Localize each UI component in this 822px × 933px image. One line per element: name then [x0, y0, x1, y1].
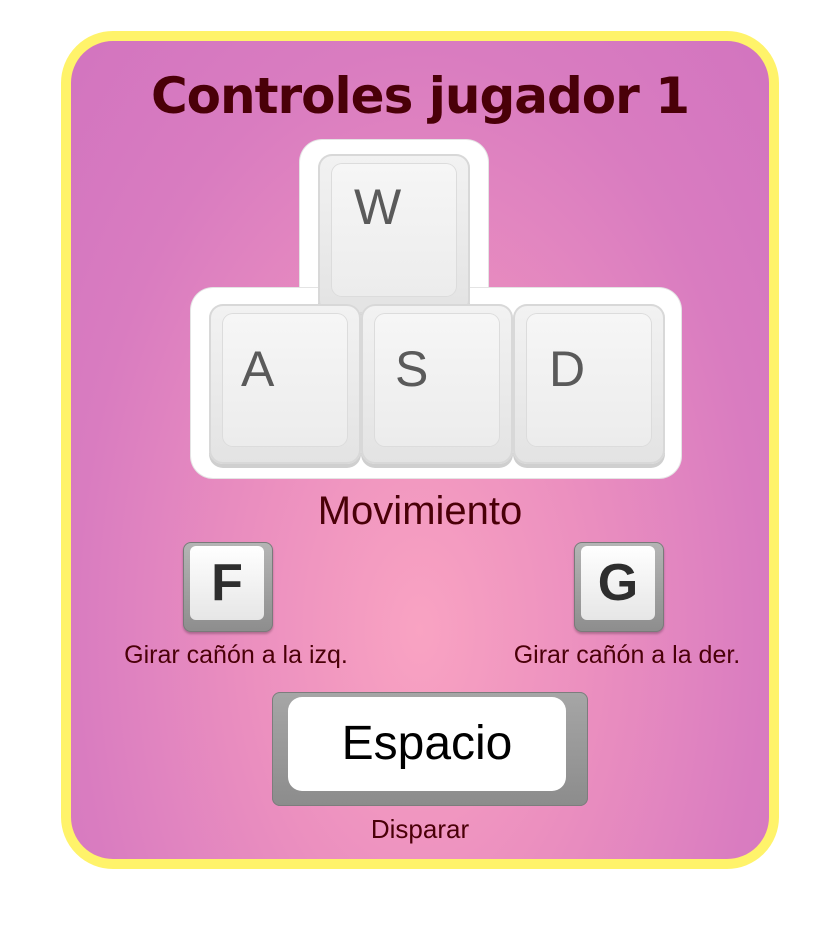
key-space-cap: [288, 697, 566, 791]
key-space-label: Espacio: [341, 717, 513, 770]
key-w: [318, 154, 470, 314]
key-a-label: A: [241, 341, 275, 397]
key-a: [209, 304, 361, 464]
key-d-cap: [527, 314, 651, 446]
rotate-right-label: Girar cañón a la der.: [513, 641, 741, 669]
key-f-cap: [190, 546, 264, 620]
key-s-cap: [375, 314, 499, 446]
key-s: [361, 304, 513, 464]
movement-label: Movimiento: [317, 489, 523, 533]
controls-panel: [61, 31, 779, 869]
panel-title: Controles jugador 1: [150, 67, 690, 125]
key-w-cap: [332, 164, 456, 296]
key-d: [513, 304, 665, 464]
key-a-cap: [223, 314, 347, 446]
key-g-cap: [581, 546, 655, 620]
key-g-label: G: [597, 554, 639, 612]
key-w-label: W: [354, 179, 402, 235]
key-space: [272, 692, 588, 806]
key-f: [183, 542, 273, 632]
key-s-label: S: [395, 341, 429, 397]
key-f-label: F: [211, 554, 243, 612]
rotate-left-label: Girar cañón a la izq.: [124, 641, 348, 669]
fire-label: Disparar: [370, 814, 470, 844]
key-g: [574, 542, 664, 632]
key-d-label: D: [549, 341, 586, 397]
